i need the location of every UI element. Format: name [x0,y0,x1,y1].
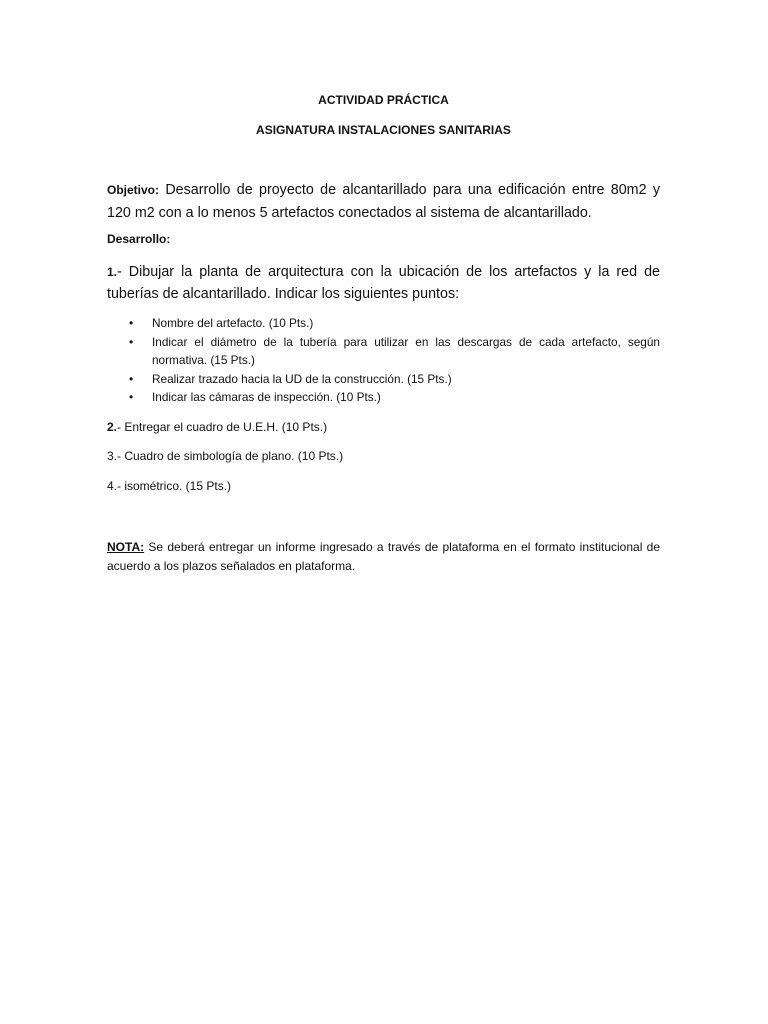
points-list [107,314,660,407]
document-title: ACTIVIDAD PRÁCTICA [318,93,449,107]
step-3: 3.- Cuadro de simbología de plano. (10 Pts.) [107,449,344,463]
note-label: NOTA: [107,540,145,554]
bullet-icon: • [129,390,134,404]
step-2-text: - Entregar el cuadro de U.E.H. (10 Pts.) [117,420,328,434]
bullet-icon: • [129,371,134,386]
objective-paragraph [107,179,660,225]
note-text: Se deberá entregar un informe ingresado a través de plataforma en el formato institucional de acuerdo a los plazos señalados en plataforma. [107,540,660,573]
step-1 [107,261,660,305]
step-1-number: 1. [107,265,118,279]
list-item [107,314,660,333]
bullet-icon: • [129,334,134,349]
note-paragraph [107,538,660,575]
bullet-icon: • [129,316,134,330]
document-subtitle: ASIGNATURA INSTALACIONES SANITARIAS [256,123,511,137]
list-item-text: Nombre del artefacto. (10 Pts.) [152,316,314,330]
step-1-text: - Dibujar la planta de arquitectura con la ubicación de los artefactos y la red de tuberías de alcantarillado. Indicar los siguientes puntos: [107,264,660,302]
objective-text: Desarrollo de proyecto de alcantarillado para una edificación entre 80m2 y 120 m2 con a lo menos 5 artefactos conectados al sistema de alcantarillado. [107,182,660,221]
step-2 [107,420,327,434]
objective-label: Objetivo: [107,183,160,197]
list-item-text: Indicar las cámaras de inspección. (10 Pts.) [152,390,381,404]
list-item-text: Indicar el diámetro de la tubería para utilizar en las descargas de cada artefacto, según normativa. (15 Pts.) [152,334,660,367]
list-item [107,333,660,370]
development-label: Desarrollo: [107,232,171,246]
list-item-text: Realizar trazado hacia la UD de la construcción. (15 Pts.) [152,371,452,386]
list-item [107,388,660,407]
step-4: 4.- isométrico. (15 Pts.) [107,479,232,493]
list-item [107,370,660,389]
step-2-number: 2. [107,420,118,434]
